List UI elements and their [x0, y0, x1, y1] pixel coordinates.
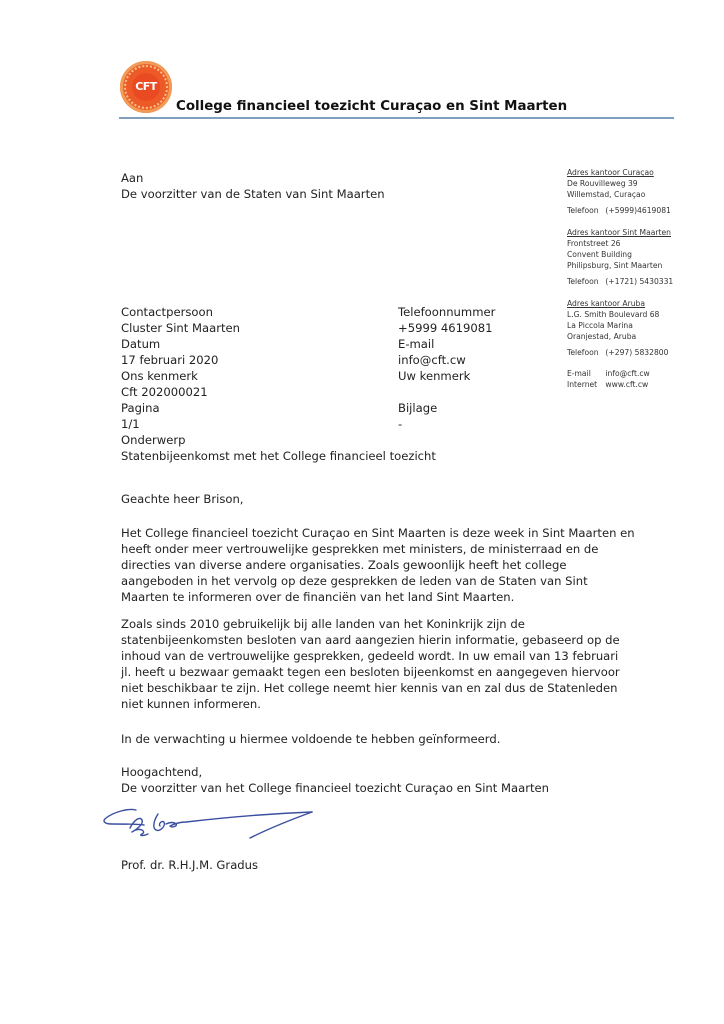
signature-stroke — [154, 814, 165, 830]
email-label: E-mail — [567, 369, 591, 378]
office-aruba — [567, 298, 668, 390]
phone-value: (+5999)4619081 — [605, 206, 671, 215]
office-address-line: Convent Building — [567, 250, 632, 259]
internet-label: Internet — [567, 380, 598, 389]
paragraph-line: aangeboden in het vervolg op deze gesprekken de leden van de Staten van Sint — [121, 574, 588, 588]
office-address-line: Oranjestad, Aruba — [567, 332, 637, 341]
email-meta-label: E-mail — [398, 337, 435, 351]
paragraph-line: niet kunnen informeren. — [121, 697, 261, 711]
phone-number-value: +5999 4619081 — [398, 321, 493, 335]
header-divider — [119, 117, 674, 119]
our-reference-value: Cft 202000021 — [121, 385, 208, 399]
phone-value: (+297) 5832800 — [605, 348, 669, 357]
office-sint-maarten — [567, 227, 673, 287]
attachment-value: - — [398, 417, 403, 431]
organization-title: College financieel toezicht Curaçao en Sint Maarten — [176, 99, 568, 114]
phone-number-label: Telefoonnummer — [398, 305, 496, 319]
page-label: Pagina — [121, 401, 160, 415]
contact-internet — [567, 379, 668, 390]
signature-stroke — [166, 812, 312, 827]
paragraph-line: Zoals sinds 2010 gebruikelijk bij alle landen van het Koninkrijk zijn de — [121, 617, 525, 631]
paragraph-line: statenbijeenkomsten besloten van aard aangezien hierin informatie, gebaseerd op de — [121, 633, 620, 647]
meta-left — [121, 304, 436, 464]
subject-value: Statenbijeenkomst met het College financieel toezicht — [121, 449, 436, 463]
paragraph-line: directies van diverse andere organisaties. Zoals gewoonlijk heeft het college — [121, 558, 567, 572]
date-label: Datum — [121, 337, 161, 351]
paragraph-line: jl. heeft u bezwaar gemaakt tegen een besloten bijeenkomst en aangegeven hiervoor — [121, 665, 620, 679]
paragraph-1 — [121, 525, 635, 605]
signature-stroke — [104, 809, 144, 825]
meta-right — [398, 304, 495, 432]
your-reference-label: Uw kenmerk — [398, 369, 471, 383]
paragraph-3: In de verwachting u hiermee voldoende te hebben geïnformeerd. — [121, 732, 501, 746]
contact-email — [567, 368, 668, 379]
contact-person-value: Cluster Sint Maarten — [121, 321, 241, 335]
email-link[interactable]: info@cft.cw — [605, 369, 650, 378]
page-value: 1/1 — [121, 417, 140, 431]
office-address-line: Willemstad, Curaçao — [567, 190, 646, 199]
signature-stroke — [130, 818, 148, 835]
closing-title: De voorzitter van het College financieel toezicht Curaçao en Sint Maarten — [121, 781, 550, 795]
our-reference-label: Ons kenmerk — [121, 369, 198, 383]
office-curacao — [567, 167, 671, 216]
office-phone — [567, 276, 673, 287]
phone-label: Telefoon — [567, 206, 599, 215]
phone-value: (+1721) 5430331 — [605, 277, 674, 286]
office-heading: Adres kantoor Sint Maarten — [567, 228, 671, 237]
closing: Hoogachtend, — [121, 765, 203, 779]
phone-label: Telefoon — [567, 277, 599, 286]
office-phone — [567, 205, 671, 216]
office-address-line: L.G. Smith Boulevard 68 — [567, 310, 660, 319]
paragraph-line: Het College financieel toezicht Curaçao en Sint Maarten is deze week in Sint Maarten en — [121, 526, 635, 540]
paragraph-line: inhoud van de vertrouwelijke gesprekken, gedeeld wordt. In uw email van 13 februari — [121, 649, 619, 663]
paragraph-line: niet beschikbaar te zijn. Het college neemt hier kennis van en zal dus de Statenleden — [121, 681, 618, 695]
signature-image — [100, 800, 320, 845]
salutation: Geachte heer Brison, — [121, 492, 244, 506]
phone-label: Telefoon — [567, 348, 599, 357]
office-address-line: La Piccola Marina — [567, 321, 633, 330]
office-heading: Adres kantoor Curaçao — [567, 168, 654, 177]
email-meta-value: info@cft.cw — [398, 353, 466, 367]
your-reference-value — [398, 384, 495, 400]
subject-label: Onderwerp — [121, 433, 186, 447]
office-address-line: Frontstreet 26 — [567, 239, 621, 248]
signature-stroke — [250, 812, 312, 838]
paragraph-line: Maarten te informeren over de financiën van het land Sint Maarten. — [121, 590, 515, 604]
office-address-line: De Rouvilleweg 39 — [567, 179, 638, 188]
cft-logo — [120, 61, 172, 113]
office-heading: Adres kantoor Aruba — [567, 299, 646, 308]
contact-person-label: Contactpersoon — [121, 305, 213, 319]
logo-text: CFT — [132, 73, 160, 101]
office-phone — [567, 347, 668, 358]
attachment-label: Bijlage — [398, 401, 438, 415]
paragraph-2 — [121, 616, 620, 712]
internet-link[interactable]: www.cft.cw — [605, 380, 649, 389]
addressee-label: Aan — [121, 171, 144, 185]
signatory-name: Prof. dr. R.H.J.M. Gradus — [121, 858, 259, 872]
addressee-name: De voorzitter van de Staten van Sint Maarten — [121, 187, 385, 201]
date-value: 17 februari 2020 — [121, 353, 219, 367]
paragraph-line: heeft onder meer vertrouwelijke gesprekken met ministers, de ministerraad en de — [121, 542, 599, 556]
office-address-line: Philipsburg, Sint Maarten — [567, 261, 663, 270]
